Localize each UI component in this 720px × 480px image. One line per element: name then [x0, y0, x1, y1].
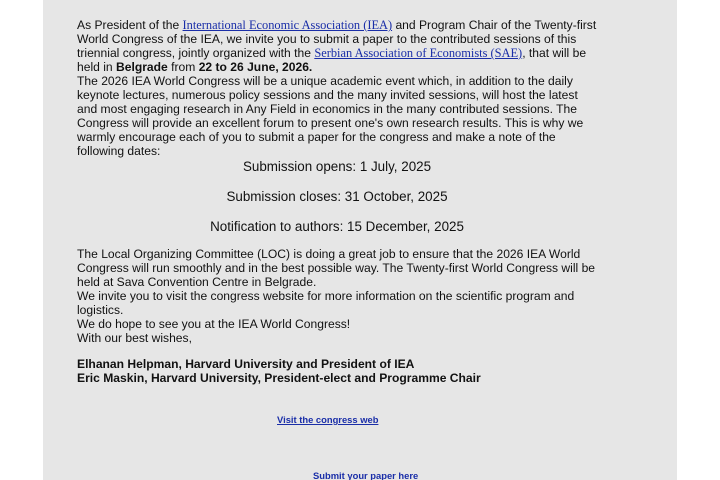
loc-paragraph: The Local Organizing Committee (LOC) is doing a great job to ensure that the 2026 IEA World Congress will run smoothly and in the best possible way. The Twenty-first World Congress will be held at Sava Convention Centre in Belgrade. [77, 247, 596, 289]
signature-helpman-text: Elhanan Helpman, Harvard University and President of IEA [77, 357, 415, 371]
intro-text-b: and Program Chair of the Twenty-first World Congress of the IEA, we invite you to submit a paper to the contributed sessions of this triennial congress, jointly organized with the [77, 18, 597, 60]
intro-text-d: from [167, 60, 199, 74]
key-dates [77, 159, 597, 235]
intro-text-a: As President of the [77, 18, 183, 32]
notification-date: Notification to authors: 15 December, 2025 [210, 219, 464, 234]
signature-maskin [77, 371, 597, 385]
congress-web-link[interactable]: Visit the congress web [277, 414, 379, 425]
congress-dates: 22 to 26 June, 2026. [198, 60, 313, 74]
letter-body [77, 18, 597, 385]
intro-paragraph [77, 18, 597, 74]
sae-link[interactable]: Serbian Association of Economists (SAE) [314, 46, 523, 60]
spacer [77, 345, 597, 357]
city-name: Belgrade [116, 60, 168, 74]
wishes-line: With our best wishes, [77, 331, 192, 345]
email-page [43, 0, 677, 480]
iea-link[interactable]: International Economic Association (IEA) [182, 18, 393, 32]
submit-paper-link[interactable]: Submit your paper here [313, 470, 419, 480]
signature-helpman [77, 357, 597, 371]
intro-text-c: , that will be held in [77, 46, 587, 74]
hope-paragraph: We do hope to see you at the IEA World Congress! [77, 317, 351, 331]
submission-closes: Submission closes: 31 October, 2025 [226, 189, 448, 204]
submission-opens: Submission opens: 1 July, 2025 [242, 159, 432, 174]
signature-maskin-text: Eric Maskin, Harvard University, President-elect and Programme Chair [77, 371, 481, 385]
congress-description: The 2026 IEA World Congress will be a unique academic event which, in addition to the daily keynote lectures, numerous policy sessions and the many invited sessions, will host the latest and most engaging research in Any Field in economics in the many contributed sessions. The Congress will provide an excellent forum to present one's own research results. This is why we warmly encourage each of you to submit a paper for the congress and make a note of the following dates: [77, 74, 584, 158]
visit-paragraph: We invite you to visit the congress website for more information on the scientific program and logistics. [77, 289, 575, 317]
